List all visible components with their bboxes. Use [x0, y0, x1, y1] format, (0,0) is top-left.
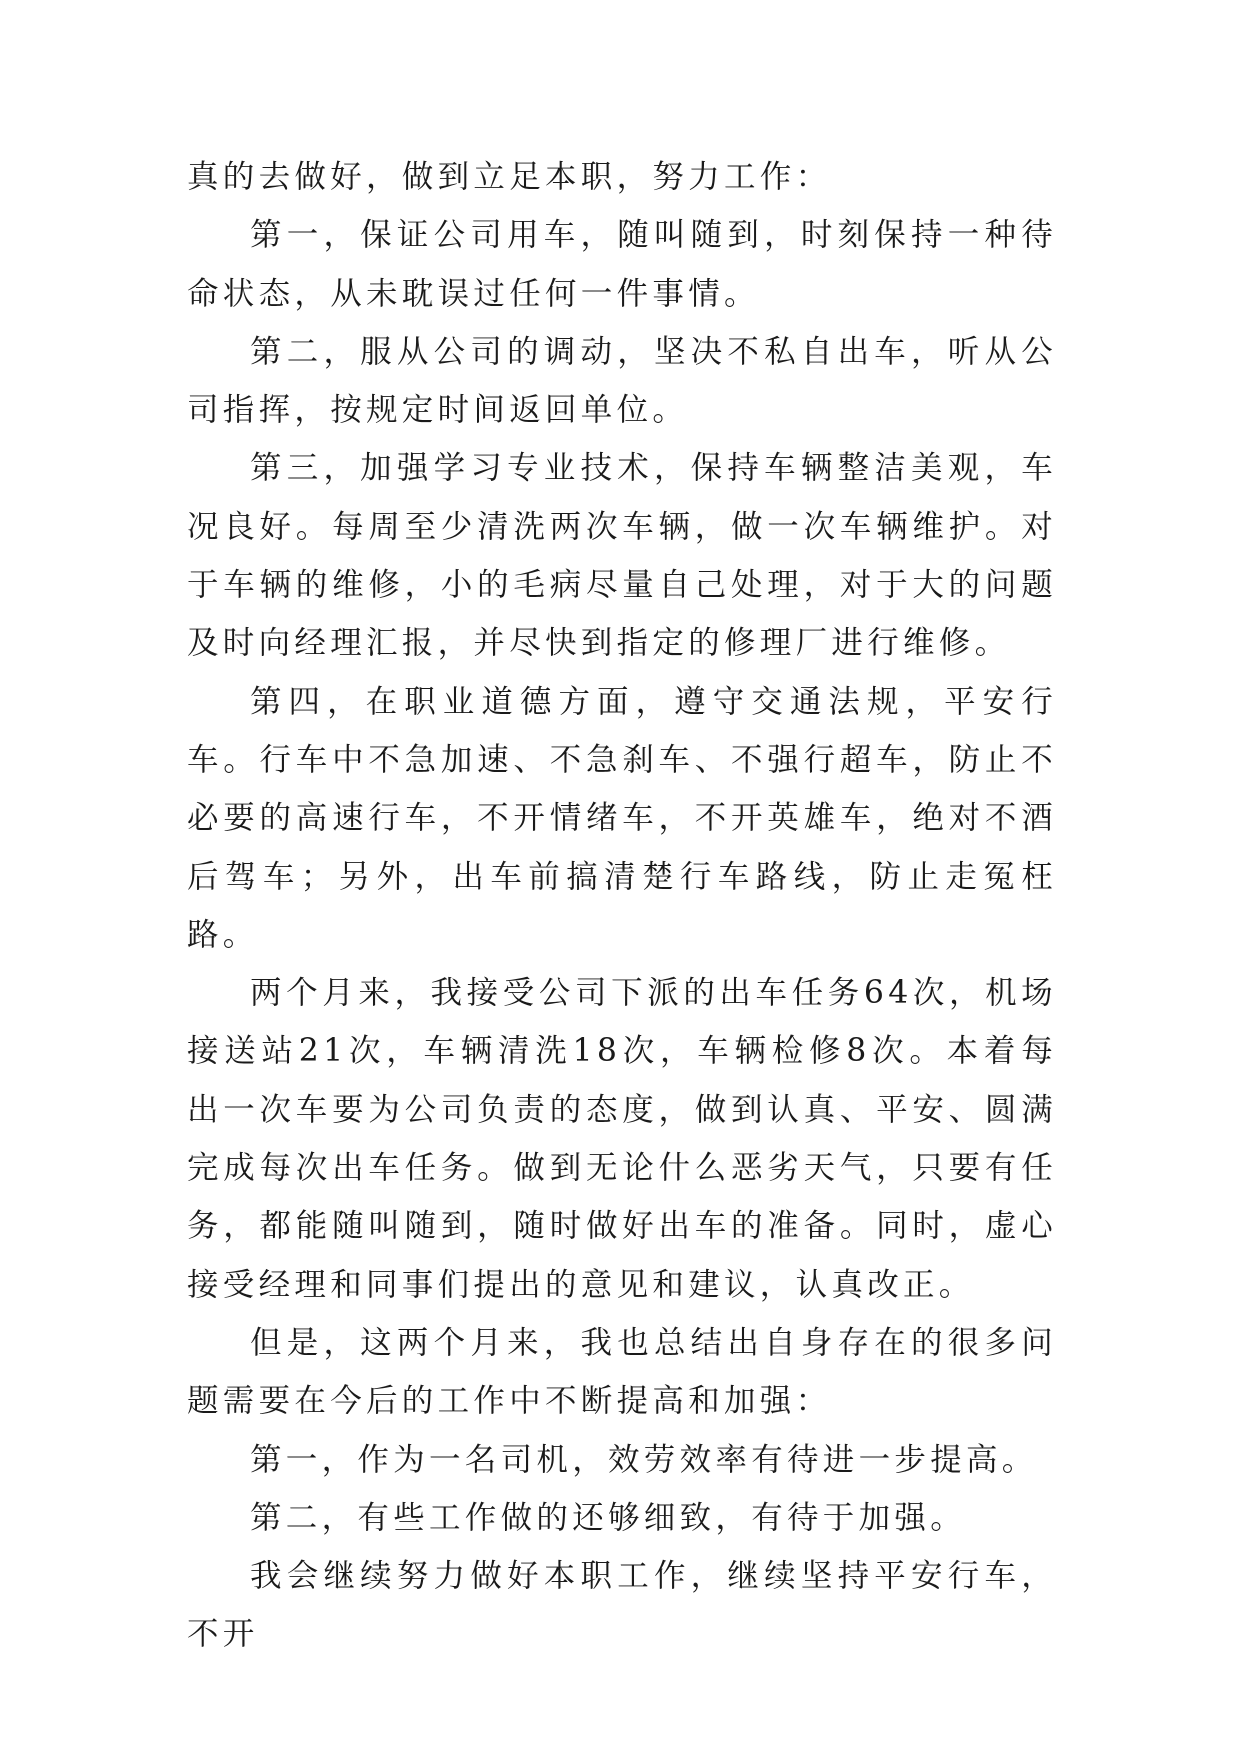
paragraph-continuation: 真的去做好，做到立足本职，努力工作：: [187, 159, 832, 195]
paragraph-point-four: 第四，在职业道德方面，遵守交通法规，平安行车。行车中不急加速、不急刹车、不强行超车，防止不必要的高速行车，不开情绪车，不开英雄车，绝对不酒后驾车；另外，出车前搞清楚行车路线，防止走冤枉路。: [187, 683, 1057, 953]
paragraph-point-two: 第二，服从公司的调动，坚决不私自出车，听从公司指挥，按规定时间返回单位。: [187, 333, 1057, 429]
paragraph-problem-one: 第一，作为一名司机，效劳效率有待进一步提高。: [250, 1441, 1038, 1478]
paragraph-point-three: 第三，加强学习专业技术，保持车辆整洁美观，车况良好。每周至少清洗两次车辆，做一次车辆维护。对于车辆的维修，小的毛病尽量自己处理，对于大的问题及时向经理汇报，并尽快到指定的修理厂进行维修。: [187, 450, 1057, 662]
paragraph-closing: 我会继续努力做好本职工作，继续坚持平安行车，不开: [187, 1558, 1057, 1653]
paragraph-problems-intro: 但是，这两个月来，我也总结出自身存在的很多问题需要在今后的工作中不断提高和加强：: [187, 1324, 1057, 1420]
paragraph-problem-two: 第二，有些工作做的还够细致，有待于加强。: [250, 1499, 967, 1536]
paragraph-summary: 两个月来，我接受公司下派的出车任务64次，机场接送站21次，车辆清洗18次，车辆检修8次。本着每出一次车要为公司负责的态度，做到认真、平安、圆满完成每次出车任务。做到无论什么恶劣天气，只要有任务，都能随叫随到，随时做好出车的准备。同时，虚心接受经理和同事们提出的意见和建议，认真改正。: [187, 975, 1057, 1303]
paragraph-point-one: 第一，保证公司用车，随叫随到，时刻保持一种待命状态，从未耽误过任何一件事情。: [187, 217, 1057, 312]
document-body: [187, 148, 1057, 1664]
